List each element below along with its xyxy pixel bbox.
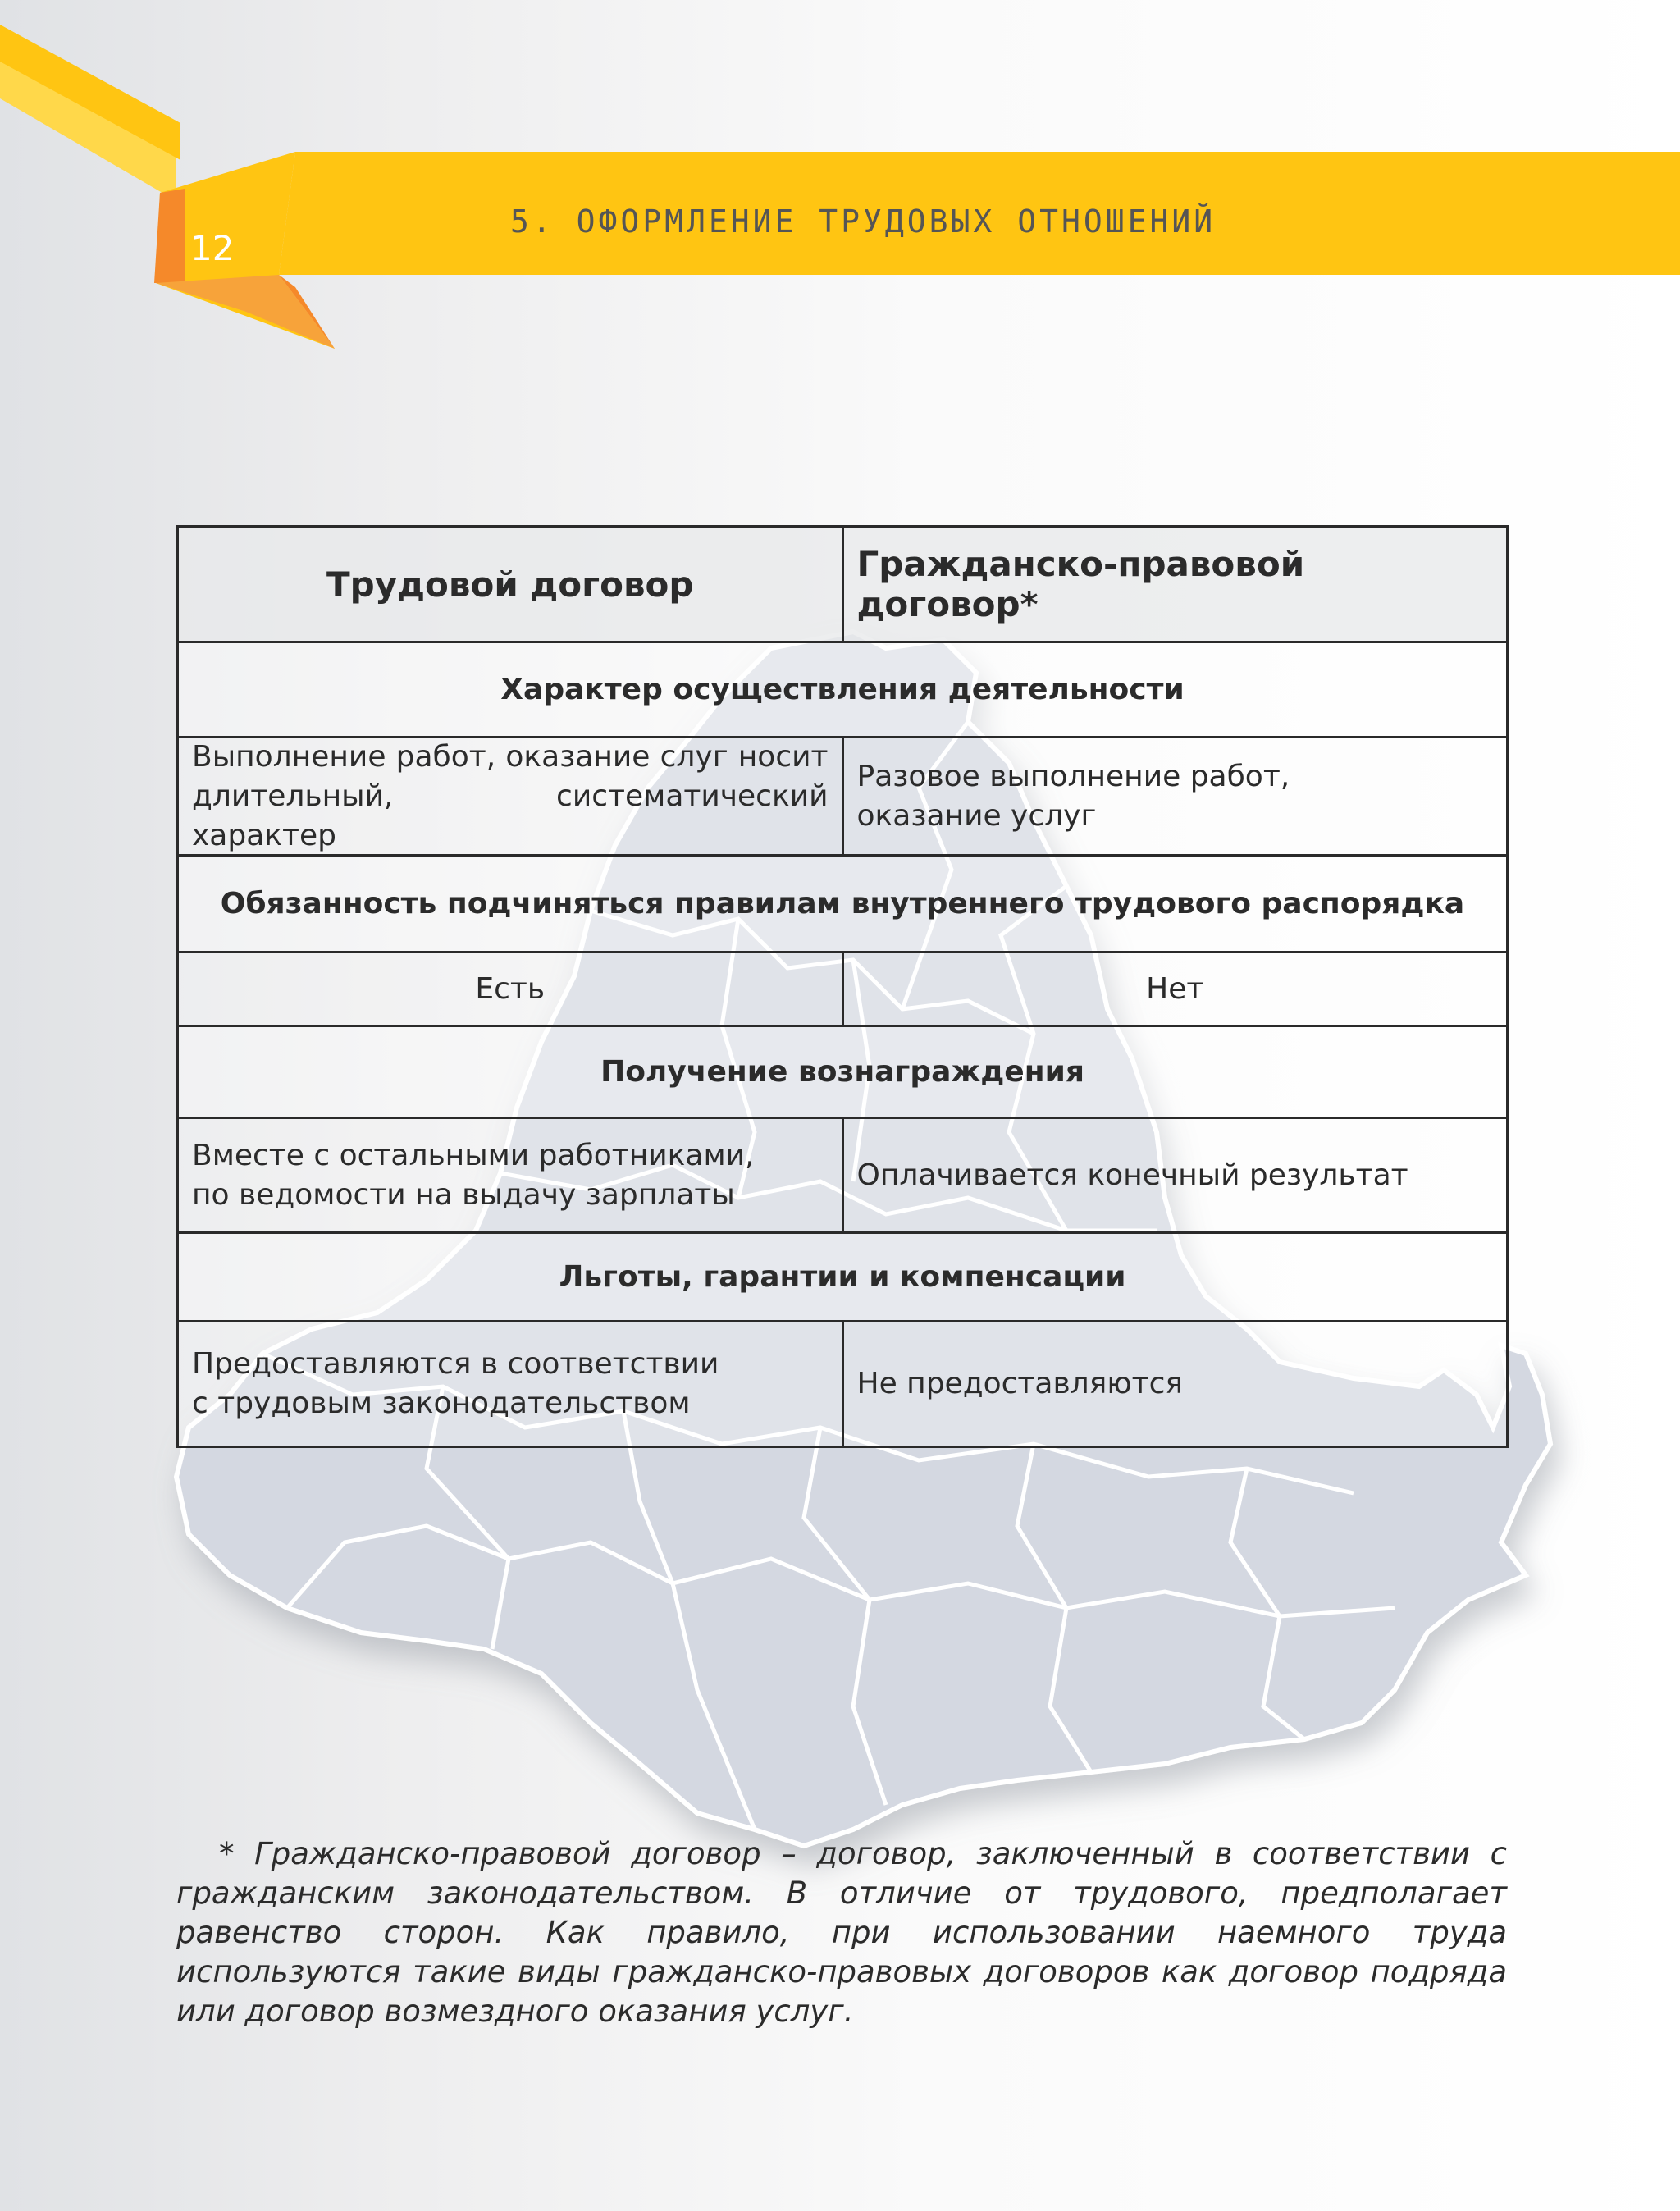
section-title-activity-nature: Характер осуществления деятельности	[500, 673, 1185, 706]
section-title-internal-rules: Обязанность подчиняться правилам внутреннего трудового распорядка	[220, 887, 1465, 920]
cell-labor-internal-rules: Есть	[179, 953, 844, 1025]
cell-civil-benefits: Не предоставляются	[856, 1367, 1184, 1400]
section-title-remuneration: Получение вознаграждения	[600, 1055, 1084, 1089]
column-header-labor-contract: Трудовой договор	[179, 528, 844, 641]
cell-text: Выполнение работ, оказание слуг носит длительный, систематический характер	[192, 739, 829, 852]
table-row	[179, 736, 1506, 854]
cell-labor-activity-nature	[179, 738, 844, 854]
column-header-civil-contract: Гражданско-правовой договор*	[856, 544, 1305, 624]
section-row	[179, 1231, 1506, 1320]
table-header-row	[179, 528, 1506, 641]
footnote: * Гражданско-правовой договор – договор, заключенный в соответствии с гражданским законодательством. В отличие от трудового, предполагает равенство сторон. Как правило, при использовании наемного труда используются такие виды гражданско-правовых договоров как договор подряда или договор возмездного оказания услуг.	[176, 1836, 1507, 2029]
page-number: 12	[190, 228, 235, 268]
cell-labor-benefits: Предоставляются в соответствии с трудовым законодательством	[179, 1322, 844, 1446]
section-row	[179, 1025, 1506, 1117]
section-row	[179, 854, 1506, 951]
cell-civil-remuneration: Оплачивается конечный результат	[856, 1158, 1408, 1192]
section-row	[179, 641, 1506, 736]
cell-labor-remuneration: Вместе с остальными работниками, по ведомости на выдачу зарплаты	[179, 1119, 844, 1231]
table-row	[179, 1117, 1506, 1231]
comparison-table	[176, 525, 1509, 1448]
table-row	[179, 1320, 1506, 1446]
table-row	[179, 951, 1506, 1025]
section-title-benefits: Льготы, гарантии и компенсации	[559, 1260, 1126, 1294]
section-title: 5. ОФОРМЛЕНИЕ ТРУДОВЫХ ОТНОШЕНИЙ	[510, 203, 1217, 240]
cell-civil-activity-nature: Разовое выполнение работ, оказание услуг	[856, 759, 1290, 833]
cell-civil-internal-rules: Нет	[1146, 971, 1204, 1006]
